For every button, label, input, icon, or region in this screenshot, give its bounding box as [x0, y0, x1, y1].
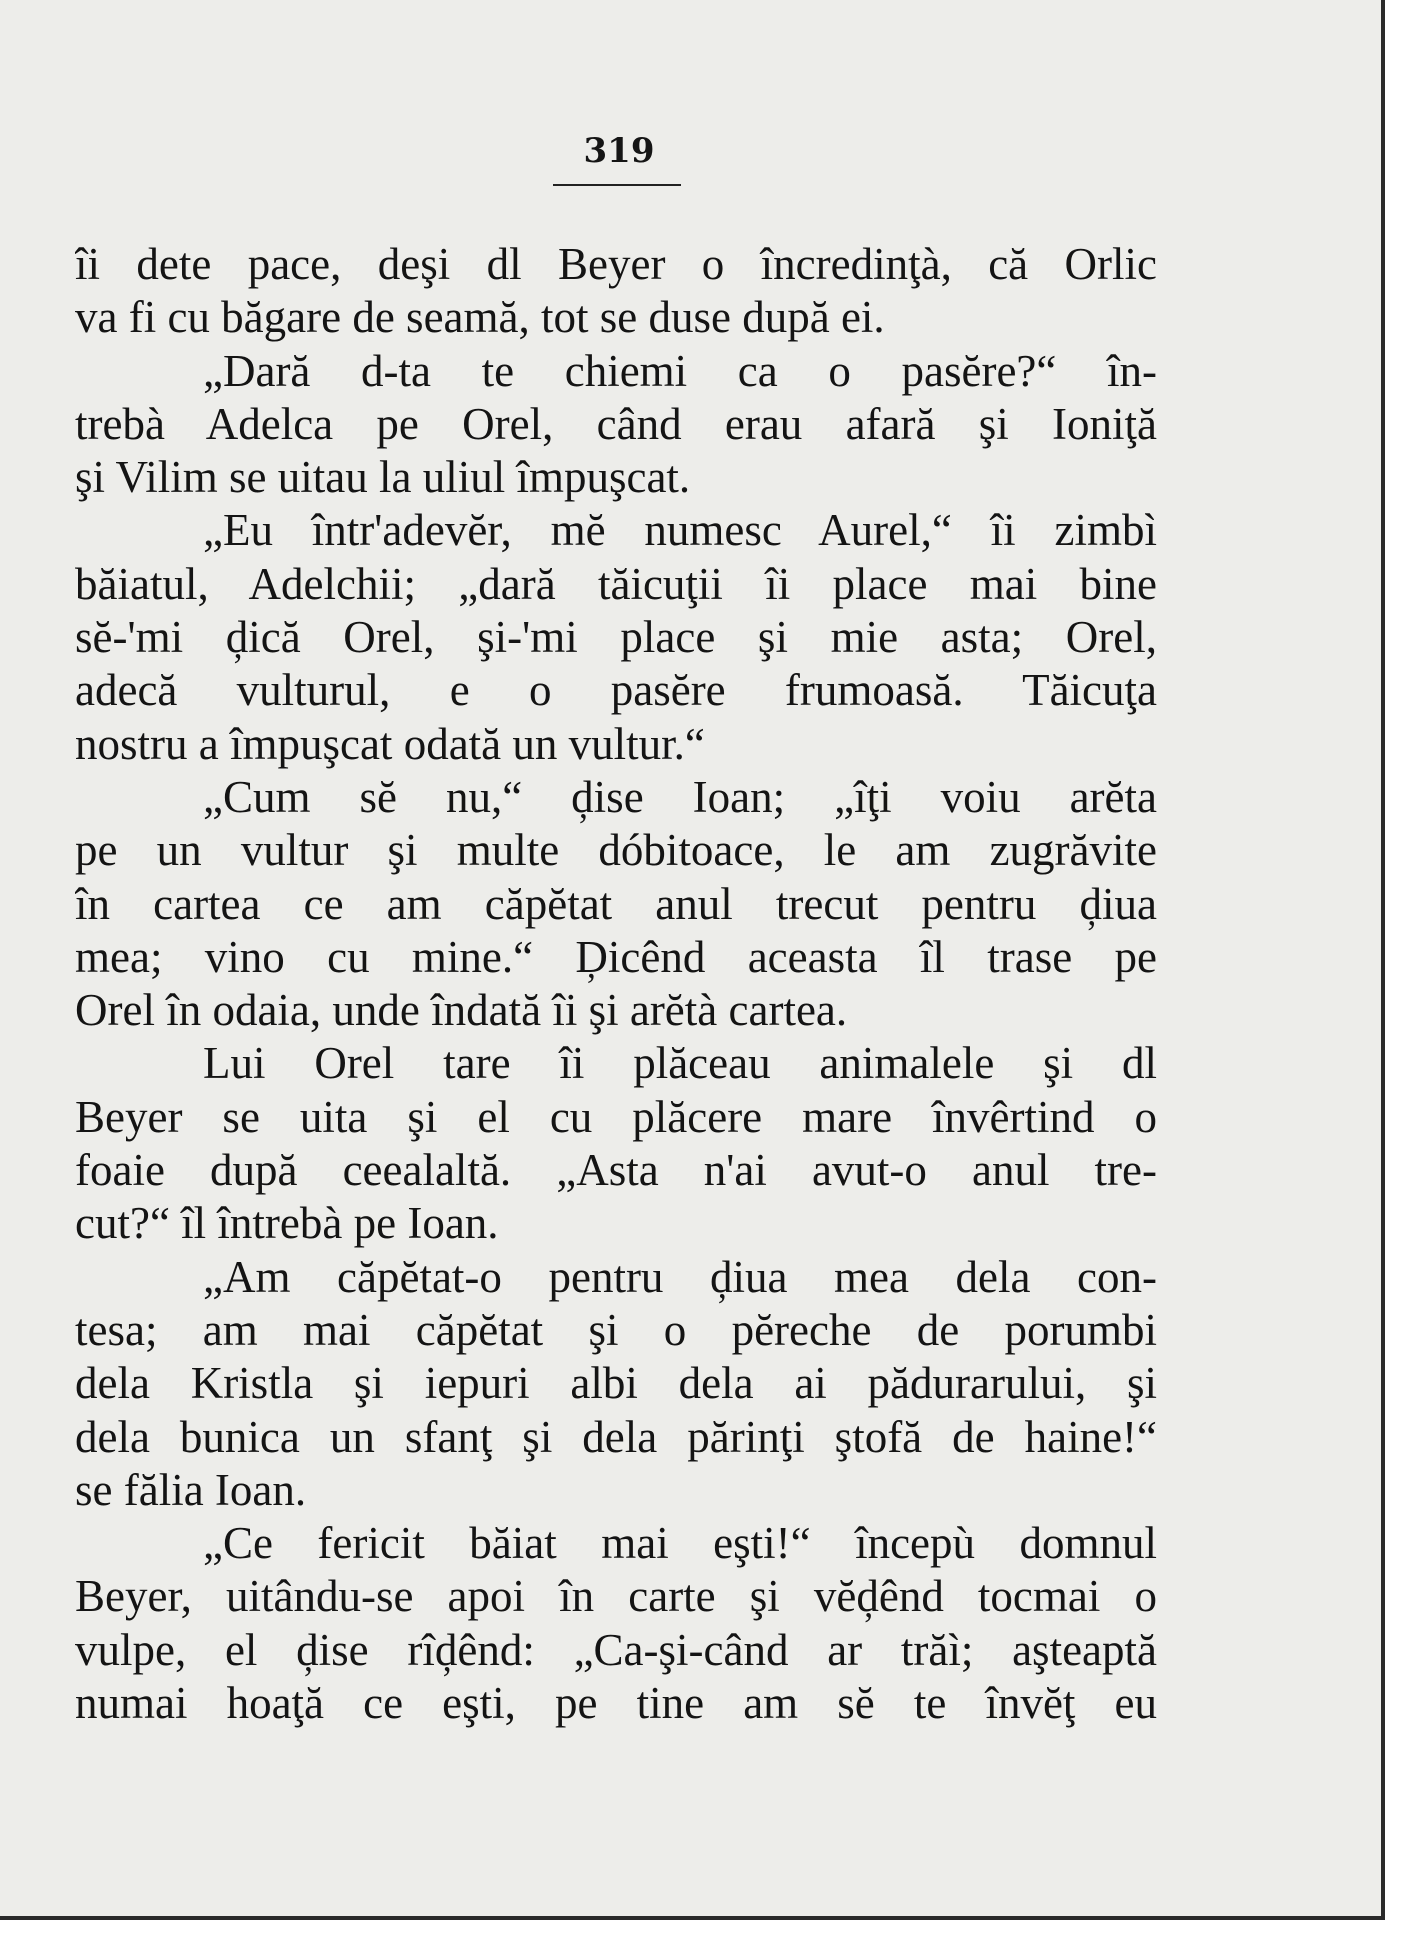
text-line: vulpe, el ḑise rîḑênd: „Ca-şi-când ar trăì; aşteaptă — [75, 1624, 1157, 1675]
text-line: Beyer, uitându-se apoi în carte şi vĕḑênd tocmai o — [75, 1571, 1157, 1622]
text-line: „Ce fericit băiat mai eşti!“ începù domnul — [203, 1518, 1157, 1569]
page-body-text — [75, 238, 1157, 1730]
text-line: tesa; am mai căpĕtat şi o pĕreche de porumbi — [75, 1304, 1157, 1355]
text-line: numai hoaţă ce eşti, pe tine am sĕ te învĕţ eu — [75, 1678, 1157, 1729]
text-line: îi dete pace, deşi dl Beyer o încredinţà, că Orlic — [75, 239, 1157, 289]
text-line: va fi cu băgare de seamă, tot se duse după ei. — [75, 292, 885, 343]
text-line: foaie după ceealaltă. „Asta n'ai avut-o anul tre- — [75, 1145, 1157, 1196]
text-line: adecă vulturul, e o pasĕre frumoasă. Tăicuţa — [75, 665, 1157, 716]
text-line: dela Kristla şi iepuri albi dela ai pădurarului, şi — [75, 1358, 1157, 1409]
text-line: sĕ-'mi ḑică Orel, şi-'mi place şi mie asta; Orel, — [75, 612, 1157, 663]
text-line: nostru a împuşcat odată un vultur.“ — [75, 718, 705, 769]
text-line: pe un vultur şi multe dóbitoace, le am zugrăvite — [75, 825, 1157, 876]
text-line: „Am căpĕtat-o pentru ḑiua mea dela con- — [203, 1251, 1157, 1302]
text-line: în cartea ce am căpĕtat anul trecut pentru ḑiua — [75, 878, 1157, 929]
text-line: cut?“ îl întrebà pe Ioan. — [75, 1198, 499, 1249]
text-line: trebà Adelca pe Orel, când erau afară şi Ioniţă — [75, 398, 1157, 449]
page-number: 319 — [583, 131, 655, 171]
text-line: Lui Orel tare îi plăceau animalele şi dl — [203, 1038, 1157, 1089]
text-line: şi Vilim se uitau la uliul împuşcat. — [75, 452, 691, 503]
text-line: „Dară d-ta te chiemi ca o pasĕre?“ în- — [203, 345, 1157, 396]
page-number-rule — [553, 184, 681, 186]
text-line: dela bunica un sfanţ şi dela părinţi ştofă de haine!“ — [75, 1411, 1157, 1462]
text-line: mea; vino cu mine.“ Ḑicênd aceasta îl trase pe — [75, 931, 1157, 982]
text-line: „Eu într'adevĕr, mĕ numesc Aurel,“ îi zimbì — [203, 505, 1157, 556]
text-line: băiatul, Adelchii; „dară tăicuţii îi place mai bine — [75, 558, 1157, 609]
text-line: Beyer se uita şi el cu plăcere mare învêrtind o — [75, 1091, 1157, 1142]
text-line: „Cum sĕ nu,“ ḑise Ioan; „îţi voiu arĕta — [203, 771, 1157, 822]
text-line: se fălia Ioan. — [75, 1464, 307, 1515]
text-line: Orel în odaia, unde îndată îi şi arĕtà cartea. — [75, 985, 848, 1036]
